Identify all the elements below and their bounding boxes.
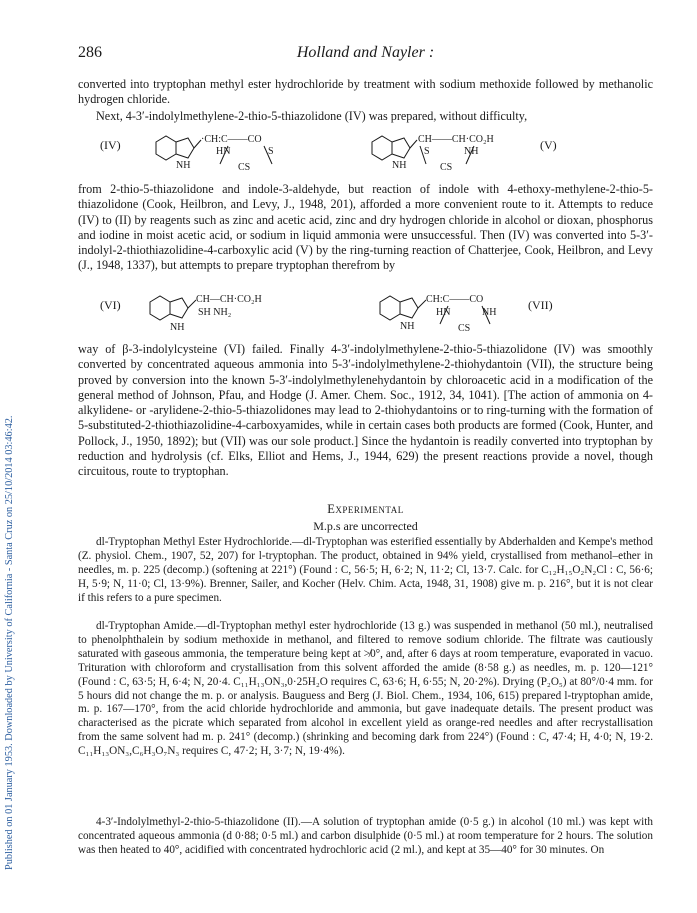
- structure-iv-v: [78, 128, 653, 176]
- nh-v: NH: [392, 160, 407, 171]
- formula-label-vi: (VI): [100, 298, 121, 312]
- download-watermark: [2, 70, 16, 870]
- formula-label-vii: (VII): [528, 298, 553, 312]
- paragraph-reduction-text: from 2-thio-5-thiazolidone and indole-3-aldehyde, but reaction of indole with 4-ethoxy-methylene-2-thio-5-thiazolidone (Cook, Heilbron, and Levy, J., 1948, 201), afforded a more convenient route to it. Attempts to reduce (IV) to (II) by reagents such as zinc and acetic acid, zinc and dry hydrogen chloride in alcohol or dioxan, phosphorus and iodine in moist acetic acid, or sodium in liquid ammonia were unsuccessful. Then (IV) was converted into 5-3′-indolyl-2-thiothiazolidine-4-carboxylic acid (V) by the ring-turning reaction of Chatterjee, Cook, Heilbron, and Levy (J., 1948, 1337), but attempts to prepare tryptophan therefrom by: [78, 182, 653, 273]
- sub-vi: SH NH₂: [198, 307, 232, 318]
- chain-iv: ·CH:C——CO: [201, 134, 262, 145]
- paragraph-ester: dl-Tryptophan Methyl Ester Hydrochloride.—dl-Tryptophan was esterified essentially by Abderhalden and Kempe's method (Z. physiol. Chem., 1907, 52, 207) for l-tryptophan. The product, obtained in 94% yield, crystallised from methanol–ether in needles, m. p. 225 (decomp.) (softening at 221°) (Found : C, 56·5; H, 6·2; N, 11·2; Cl, 13·7. Calc. for C₁₂H₁₅O₂N₂Cl : C, 56·6; H, 5·9; N, 11·0; Cl, 13·9%). Brenner, Sailer, and Kocher (Helv. Chim. Acta, 1948, 31, 1908) give m. p. 216°, but it is not clear if this refers to a pure specimen.: [78, 536, 653, 604]
- paragraph-thiazolidone: 4-3′-Indolylmethyl-2-thio-5-thiazolidone (II).—A solution of tryptophan amide (0·5 g.) in alcohol (10 ml.) was kept with concentrated aqueous ammonia (d 0·88; 0·5 ml.) and carbon disulphide (0·5 ml.) at room temperature for 2 hours. The solution was then heated to 40°, acidified with concentrated hydrochloric acid (2 ml.), and kept at 35—40° for 30 minutes. On: [78, 816, 653, 856]
- paragraph-next: Next, 4-3′-indolylmethylene-2-thio-5-thiazolidone (IV) was prepared, without difficulty,: [96, 109, 528, 123]
- section-heading-experimental: Experimental: [327, 502, 404, 516]
- formula-label-iv: (IV): [100, 138, 121, 152]
- structure-vi-vii: [78, 288, 653, 338]
- formula-label-v: (V): [540, 138, 557, 152]
- hn-iv: HN: [216, 146, 231, 157]
- paragraph-amide: dl-Tryptophan Amide.—dl-Tryptophan methyl ester hydrochloride (13 g.) was suspended in methanol (50 ml.), neutralised to phenolphthalein by sodium methoxide in methanol, and filtered to remove sodium chloride. The filtrate was cautiously saturated with gaseous ammonia, the temperature being kept at ≯0°, and, after 6 days at room temperature, evaporated in vacuo. Trituration with chloroform and crystallisation from this solvent afforded the amide (8·58 g.) as needles, m. p. 120—121° (Found : C, 63·5; H, 6·4; N, 20·4. C₁₁H₁₃ON₃,0·25H₂O requires C, 63·6; H, 6·55; N, 20·2%). Drying (P₂O₅) at 80°/0·4 mm. for 5 hours did not change the m. p. or analysis. Bauguess and Berg (J. Biol. Chem., 1934, 106, 615) prepared l-tryptophan amide, m. p. 167—170°, from the acid chloride hydrochloride and ammonia, but gave inadequate details. The present product was characterised as the picrate which separated from alcohol in excellent yield as orange-red needles and after recrystallisation from the same solvent had m. p. 241° (decomp.) (shrinking and becoming dark from 224°) (Found : C, 47·4; H, 4·0; N, 19·2. C₁₁H₁₃ON₃,C₆H₃O₇N₃ requires C, 47·2; H, 3·7; N, 19·4%).: [78, 620, 653, 758]
- paragraph-conversion: way of β-3-indolylcysteine (VI) failed. Finally 4-3′-indolylmethylene-2-thio-5-thiazolidone (IV) was smoothly converted by concentrated aqueous ammonia into 5-3′-indolylmethylene-2-thiohydantoin (VII), the structure being proved by conversion into the known 5-3′-indolylmethylenehydantoin by chloroacetic acid in a modification of the general method of Johnson, Pfau, and Hodge (J. Amer. Chem. Soc., 1912, 34, 1041). [The action of ammonia on 4-alkylidene- or -arylidene-2-thio-5-thiazolidones may lead to 2-thiohydantoins or to ring-turning with the formation of 5-substituted-2-thiothiazolidine-4-carboxyamides, while in certain cases both products are formed (Cook, Hunter, and Pollock, J., 1950, 1892); but (VII) was our sole product.] Since the hydantoin is readily converted into tryptophan by reduction and hydrolysis (cf. Elks, Elliot and Hems, J., 1944, 629) the present reactions provide a novel, though circuitous, route to tryptophan.: [78, 342, 653, 479]
- page-number: 286: [78, 44, 102, 61]
- s-iv: S: [268, 146, 274, 157]
- nh-right-vii: NH: [482, 307, 497, 318]
- nh-vii: NH: [400, 321, 415, 332]
- cs-iv: CS: [238, 162, 251, 173]
- nh-vi: NH: [170, 322, 185, 333]
- cs-vii: CS: [458, 323, 471, 334]
- chain-vii: CH:C——CO: [426, 294, 484, 305]
- chain-vi: CH—CH·CO₂H: [196, 294, 262, 305]
- paragraph-reduction: [78, 182, 653, 274]
- running-head: Holland and Nayler :: [296, 44, 435, 61]
- download-watermark-text: Published on 01 January 1953. Downloaded by University of California - Santa Cruz on 25/10/2014 03:46:42.: [4, 415, 15, 870]
- s-v: S: [424, 146, 430, 157]
- formula-row-iv-v: [78, 128, 653, 176]
- note-mps: M.p.s are uncorrected: [313, 519, 418, 533]
- hn-vii: HN: [436, 307, 451, 318]
- cs-v: CS: [440, 162, 453, 173]
- formula-row-vi-vii: [78, 288, 653, 338]
- chain-v: CH——CH·CO₂H: [418, 134, 494, 145]
- nh-right-v: NH: [464, 146, 479, 157]
- paragraph-intro: converted into tryptophan methyl ester hydrochloride by treatment with sodium methoxide followed by methanolic hydrogen chloride.: [78, 77, 653, 107]
- page-header: [78, 44, 653, 64]
- nh-iv: NH: [176, 160, 191, 171]
